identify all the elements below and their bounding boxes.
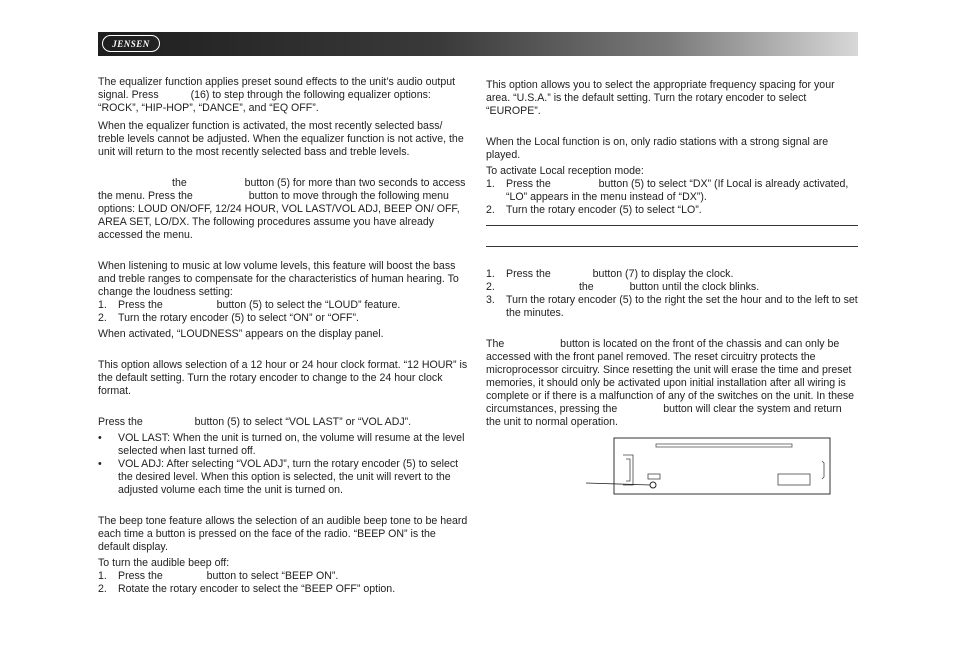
side-tab [822,461,824,479]
chassis-diagram [586,437,832,495]
loudness-note: When activated, “LOUDNESS” appears on the display panel. [98,328,384,340]
list-item: 2. the button until the clock blinks. [486,281,760,293]
list-item: 2. Turn the rotary encoder (5) to select “LO”. [486,204,702,216]
callout-line [586,483,650,485]
equalizer-note: When the equalizer function is activated, the most recently selected bass/ treble levels cannot be adjusted. When the equalizer function is not active, the unit will return to the most recently selected bass and treble levels. [98,120,464,158]
list-item: 3. Turn the rotary encoder (5) to the right the set the hour and to the left to set the minutes. [486,294,858,319]
panel-connector [623,455,633,485]
equalizer-paragraph: The equalizer function applies preset sound effects to the unit’s audio output signal. Press (16) to step through the following equalizer options: “ROCK”, “HIP-HOP”, “DANCE”, and “EQ OFF”. [98,76,456,114]
list-item: 2. Rotate the rotary encoder to select the “BEEP OFF” option. [98,583,396,595]
list-item: 1. Press the button (5) to select “DX” (If Local is already activated, “LO” appears in the menu instead of “DX”). [486,178,849,203]
menu-paragraph: the button (5) for more than two seconds to access the menu. Press the button to move through the following menu options: LOUD ON/OFF, 12/24 HOUR, VOL LAST/VOL ADJ, BEEP ON/ OFF, AREA SET, LO/DX. The following procedures assume you have already accessed the menu. [98,177,466,241]
display-window [778,474,810,485]
area-paragraph: This option allows you to select the appropriate frequency spacing for your area. “U.S.A.” is the default setting. Turn the rotary encoder to select “EUROPE”. [486,79,835,117]
clock-format-paragraph: This option allows selection of a 12 hour or 24 hour clock format. “12 HOUR” is the default setting. Turn the rotary encoder to change to the 24 hour clock format. [98,359,468,397]
list-item: 1. Press the button (7) to display the clock. [486,268,734,280]
reset-paragraph: The button is located on the front of the chassis and can only be accessed with the front panel removed. The reset circuitry protects the microprocessor circuitry. Since resetting the unit will erase the time and preset memories, it should only be activated upon initial installation after all wiring is complete or if there is a malfunction of any of the switches on the unit. In these circumstances, pressing the button will clear the system and return the unit to normal operation. [486,338,855,428]
list-item: 1. Press the button to select “BEEP ON”. [98,570,339,582]
list-item: • VOL ADJ: After selecting “VOL ADJ”, turn the rotary encoder (5) to select the desired level. When this option is selected, the unit will revert to the adjusted volume each time the unit is turned on. [98,458,459,496]
small-button [648,474,660,479]
local-intro: To activate Local reception mode: [486,165,644,177]
reset-button-hole [650,482,656,488]
list-item: • VOL LAST: When the unit is turned on, the volume will resume at the level selected when last turned off. [98,432,465,457]
disc-slot [656,444,792,447]
list-item: 1. Press the button (5) to select the “LOUD” feature. [98,299,401,311]
chassis-outline [614,438,830,494]
volume-paragraph: Press the button (5) to select “VOL LAST” or “VOL ADJ”. [98,416,412,428]
beep-paragraph: The beep tone feature allows the selection of an audible beep tone to be heard each time a button is pressed on the face of the radio. “BEEP ON” is the default display. [98,515,468,553]
header-bar [98,32,858,56]
right-column [486,79,858,429]
jensen-logo: JENSEN [102,35,160,52]
loudness-paragraph: When listening to music at low volume levels, this feature will boost the bass and treble ranges to compensate for the characteristics of human hearing. To change the loudness setting: [98,260,459,298]
beep-intro: To turn the audible beep off: [98,557,230,569]
list-item: 2. Turn the rotary encoder (5) to select “ON” or “OFF”. [98,312,359,324]
left-column [98,76,468,596]
local-paragraph: When the Local function is on, only radio stations with a strong signal are played. [486,136,829,161]
